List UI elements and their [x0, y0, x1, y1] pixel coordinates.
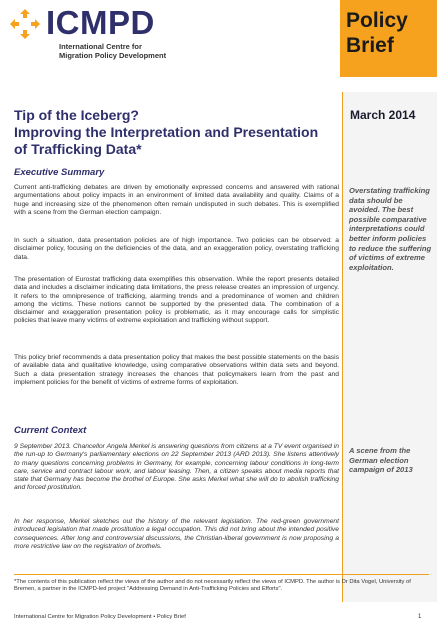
executive-summary-heading: Executive Summary [14, 167, 105, 178]
title-line2: Improving the Interpretation and Presentation [14, 124, 319, 140]
exec-paragraph-2: In such a situation, data presentation policies are of high importance. Two policies can be observed: a disclaimer policy, focusing on the deficiencies of the data, and an exaggeration policy, overstating trafficking data. [14, 237, 339, 261]
policy-brief-line2: Brief [346, 34, 394, 57]
policy-brief-label [346, 8, 436, 58]
policy-brief-line1: Policy [346, 9, 408, 32]
context-paragraph-2: In her response, Merkel sketches out the history of the relevant legislation. The red-green government introduced legislation that made prostitution a legal occupation. This did not bring about the intended positive consequences. After long and controversial discussions, the Christian-liberal government is now proposing a more restrictive law on the registration of brothels. [14, 518, 339, 550]
sidebar-caption: A scene from the German election campaign of 2013 [349, 446, 413, 475]
sidebar-key-message: Overstating trafficking data should be avoided. The best possible comparative interpretations could better inform policies to reduce the suffering of victims of extreme exploitation. [349, 186, 432, 272]
exec-paragraph-1: Current anti-trafficking debates are driven by emotionally expressed concerns and answered with rational argumentations about policy impacts in an environment of limited data availability and quality. Claims of a huge and increasing size of the phenomenon often remain undisputed in such debates. This is exemplified with a scene from the German election campaign. [14, 184, 339, 216]
current-context-heading: Current Context [14, 425, 87, 436]
sidebar-panel [342, 92, 437, 602]
page-title [14, 107, 339, 158]
logo-wordmark: ICMPD [46, 4, 155, 41]
logo-subtitle-line2: Migration Policy Development [59, 51, 167, 60]
running-footer: International Centre for Migration Policy Development • Policy Brief [14, 614, 186, 620]
publication-date: March 2014 [350, 108, 416, 122]
footnote: *The contents of this publication reflect the views of the author and do not necessarily reflect the views of ICMPD. The author is Dr Dita Vogel, University of Bremen, a partner in the ICMPD-led project "Addressing Demand in Anti-Trafficking Policies and Efforts". [14, 579, 411, 592]
exec-paragraph-4: This policy brief recommends a data presentation policy that makes the best possible statements on the basis of available data and qualitative knowledge, using comparative observations within data sets and beyond. Such a data presentation strategy increases the chances that policymakers learn from the past and implement policies for the benefit of victims of extreme forms of exploitation. [14, 354, 339, 386]
logo-subtitle-line1: International Centre for [59, 42, 142, 51]
title-line1: Tip of the Iceberg? [14, 107, 139, 123]
context-paragraph-1: 9 September 2013. Chancellor Angela Merkel is answering questions from citizens at a TV event organised in the run-up to Germany's parliamentary elections on 22 September 2013 (ARD 2013). She listens attentively to many questions concerning problems in Germany, for example, concerning labour conditions in long-term care, service and contract labour work, and labour leasing. Then, a citizen speaks about media reports that state that Germany has become the brothel of Europe. She asks Merkel what she will do to abolish trafficking and forced prostitution. [14, 443, 339, 492]
title-line3: of Trafficking Data* [14, 141, 142, 157]
footnote-divider [14, 574, 429, 575]
icmpd-logo-icon [9, 8, 41, 40]
logo-subtitle [59, 42, 239, 60]
exec-paragraph-3: The presentation of Eurostat trafficking data exemplifies this observation. While the report presents detailed data and includes a disclaimer indicating data limitations, the press release creates an impression of urgency. It refers to the omnipresence of trafficking, alarming trends and a predominance of women and children among the victims. These notions cannot be supported by the presented data. The combination of a disclaimer and exaggeration presentation policy is problematic, as it may encourage calls for simplistic policies that leave many victims of extreme exploitation and trafficking without support. [14, 276, 339, 325]
page-number: 1 [418, 614, 422, 620]
